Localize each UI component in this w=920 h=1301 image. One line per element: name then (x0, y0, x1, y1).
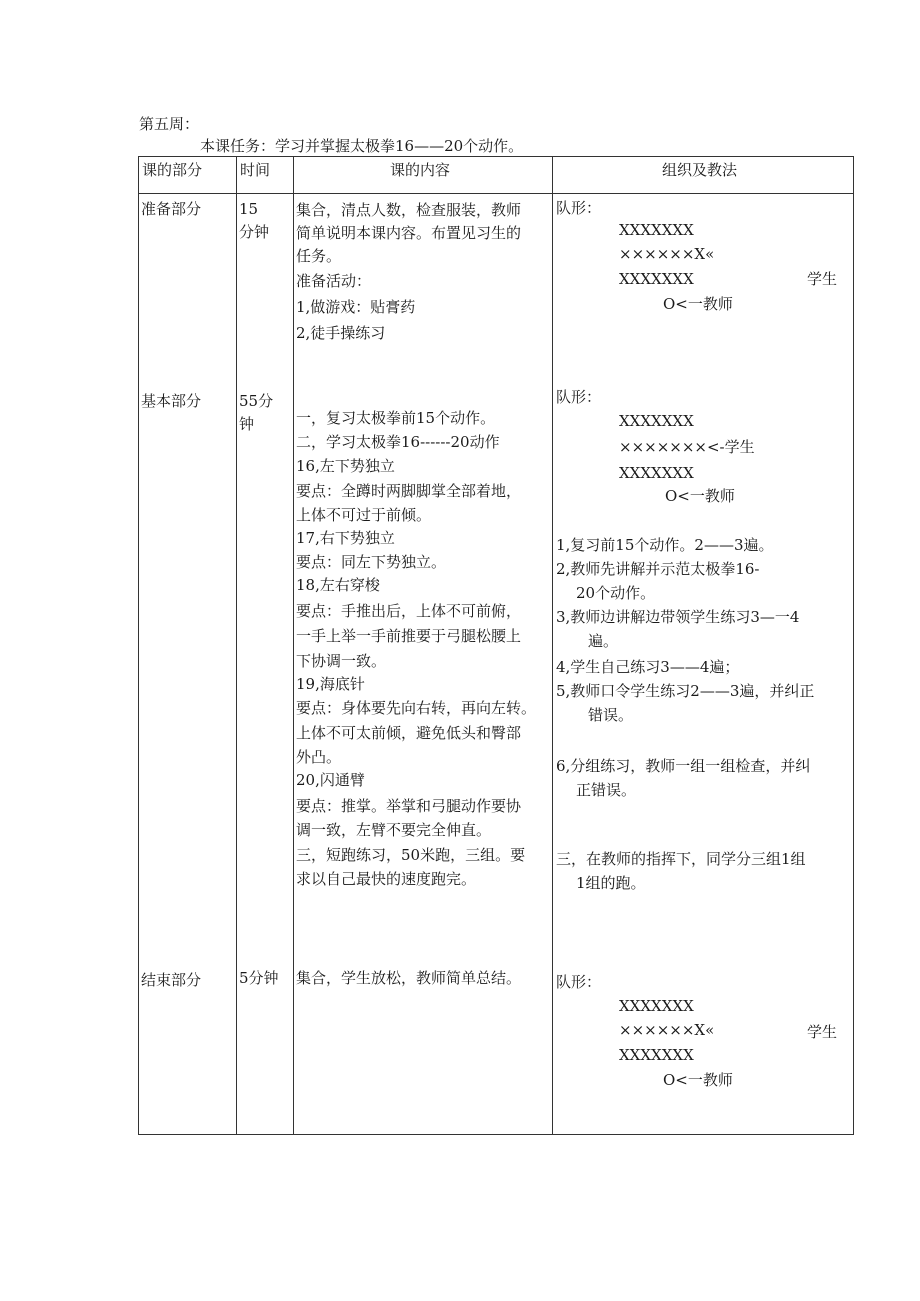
basic-section-label: 基本部分 (141, 392, 202, 410)
basic-content-line: 要点：推掌。举掌和弓腿动作要协 (296, 797, 522, 815)
basic-content-line: 二，学习太极拳16------20动作 (296, 433, 500, 451)
prep-content-line: 集合，清点人数，检查服装，教师 (296, 201, 522, 219)
header-time: 时间 (240, 161, 271, 179)
basic-run-line: 1组的跑。 (576, 874, 646, 892)
basic-step-line: 遍。 (588, 632, 619, 650)
prep-time-unit: 分钟 (239, 223, 270, 241)
lesson-task: 本课任务：学习并掌握太极拳16——20个动作。 (200, 137, 524, 155)
prep-student-label: 学生 (807, 270, 838, 288)
basic-content-line: 要点：同左下势独立。 (296, 553, 447, 571)
basic-content-line: 三，短跑练习，50米跑，三组。要 (296, 846, 526, 864)
header-section: 课的部分 (142, 161, 203, 179)
basic-run-line: 三，在教师的指挥下，同学分三组1组 (556, 850, 806, 868)
basic-step-line: 20个动作。 (576, 584, 656, 602)
end-formation-row: ××××××X« (619, 1021, 715, 1039)
week-title: 第五周： (139, 115, 200, 133)
basic-content-line: 要点：手推出后，上体不可前俯， (296, 602, 522, 620)
end-teacher-label: O<一教师 (663, 1071, 733, 1089)
basic-step-line: 错误。 (588, 706, 634, 724)
basic-content-line: 20,闪通臂 (296, 771, 365, 789)
prep-section-label: 准备部分 (141, 200, 202, 218)
basic-formation-row: XXXXXXX (619, 464, 694, 482)
header-content: 课的内容 (390, 161, 451, 179)
table-header-rule (138, 193, 854, 194)
end-time: 5分钟 (239, 969, 279, 987)
prep-formation-row: XXXXXXX (619, 270, 694, 288)
basic-step-line: 2,教师先讲解并示范太极拳16- (556, 560, 760, 578)
header-organization: 组织及教法 (662, 161, 738, 179)
end-student-label: 学生 (807, 1023, 838, 1041)
prep-content-line: 准备活动： (296, 272, 372, 290)
prep-content-line: 任务。 (296, 247, 342, 265)
col-divider-2 (293, 156, 294, 1135)
table-border-right (853, 156, 854, 1135)
basic-content-line: 上体不可过于前倾。 (296, 506, 432, 524)
basic-content-line: 要点：身体要先向右转，再向左转。 (296, 699, 537, 717)
basic-step-line: 1,复习前15个动作。2——3遍。 (556, 536, 774, 554)
basic-formation-label: 队形： (556, 388, 602, 406)
basic-step-line: 3,教师边讲解边带领学生练习3—一4 (556, 608, 800, 626)
basic-content-line: 一，复习太极拳前15个动作。 (296, 409, 496, 427)
prep-formation-label: 队形： (556, 199, 602, 217)
basic-content-line: 16,左下势独立 (296, 457, 395, 475)
basic-step-line: 正错误。 (576, 781, 637, 799)
table-border-bottom (138, 1134, 854, 1135)
prep-time-value: 15 (239, 200, 259, 218)
prep-content-line: 2,徒手操练习 (296, 324, 386, 342)
prep-content-line: 1,做游戏：贴膏药 (296, 298, 416, 316)
basic-teacher-label: O<一教师 (665, 487, 735, 505)
end-formation-row: XXXXXXX (619, 997, 694, 1015)
basic-step-line: 5,教师口令学生练习2——3遍，并纠正 (556, 682, 815, 700)
end-content: 集合，学生放松，教师简单总结。 (296, 969, 522, 987)
col-divider-1 (236, 156, 237, 1135)
col-divider-3 (552, 156, 553, 1135)
basic-formation-row: ×××××××<-学生 (619, 438, 755, 456)
end-formation-row: XXXXXXX (619, 1046, 694, 1064)
basic-content-line: 17,右下势独立 (296, 529, 395, 547)
table-border-top (138, 156, 854, 157)
basic-content-line: 调一致，左臂不要完全伸直。 (296, 821, 492, 839)
basic-content-line: 一手上举一手前推要于弓腿松腰上 (296, 627, 522, 645)
basic-content-line: 上体不可太前倾，避免低头和臀部 (296, 724, 522, 742)
basic-time-value: 55分 (239, 392, 274, 410)
basic-content-line: 下协调一致。 (296, 652, 387, 670)
prep-content-line: 简单说明本课内容。布置见习生的 (296, 224, 522, 242)
prep-formation-row: XXXXXXX (619, 221, 694, 239)
end-formation-label: 队形： (556, 973, 602, 991)
table-border-left (138, 156, 139, 1135)
basic-step-line: 6,分组练习，教师一组一组检查，并纠 (556, 757, 811, 775)
basic-content-line: 要点：全蹲时两脚脚掌全部着地， (296, 482, 522, 500)
prep-formation-row: ××××××X« (619, 245, 715, 263)
basic-content-line: 18,左右穿梭 (296, 576, 380, 594)
end-section-label: 结束部分 (141, 971, 202, 989)
basic-content-line: 外凸。 (296, 748, 342, 766)
basic-content-line: 求以自己最快的速度跑完。 (296, 870, 477, 888)
basic-time-unit: 钟 (239, 415, 255, 433)
basic-formation-row: XXXXXXX (619, 412, 694, 430)
basic-content-line: 19,海底针 (296, 675, 365, 693)
basic-step-line: 4,学生自己练习3——4遍； (556, 658, 740, 676)
prep-teacher-label: O<一教师 (663, 295, 733, 313)
